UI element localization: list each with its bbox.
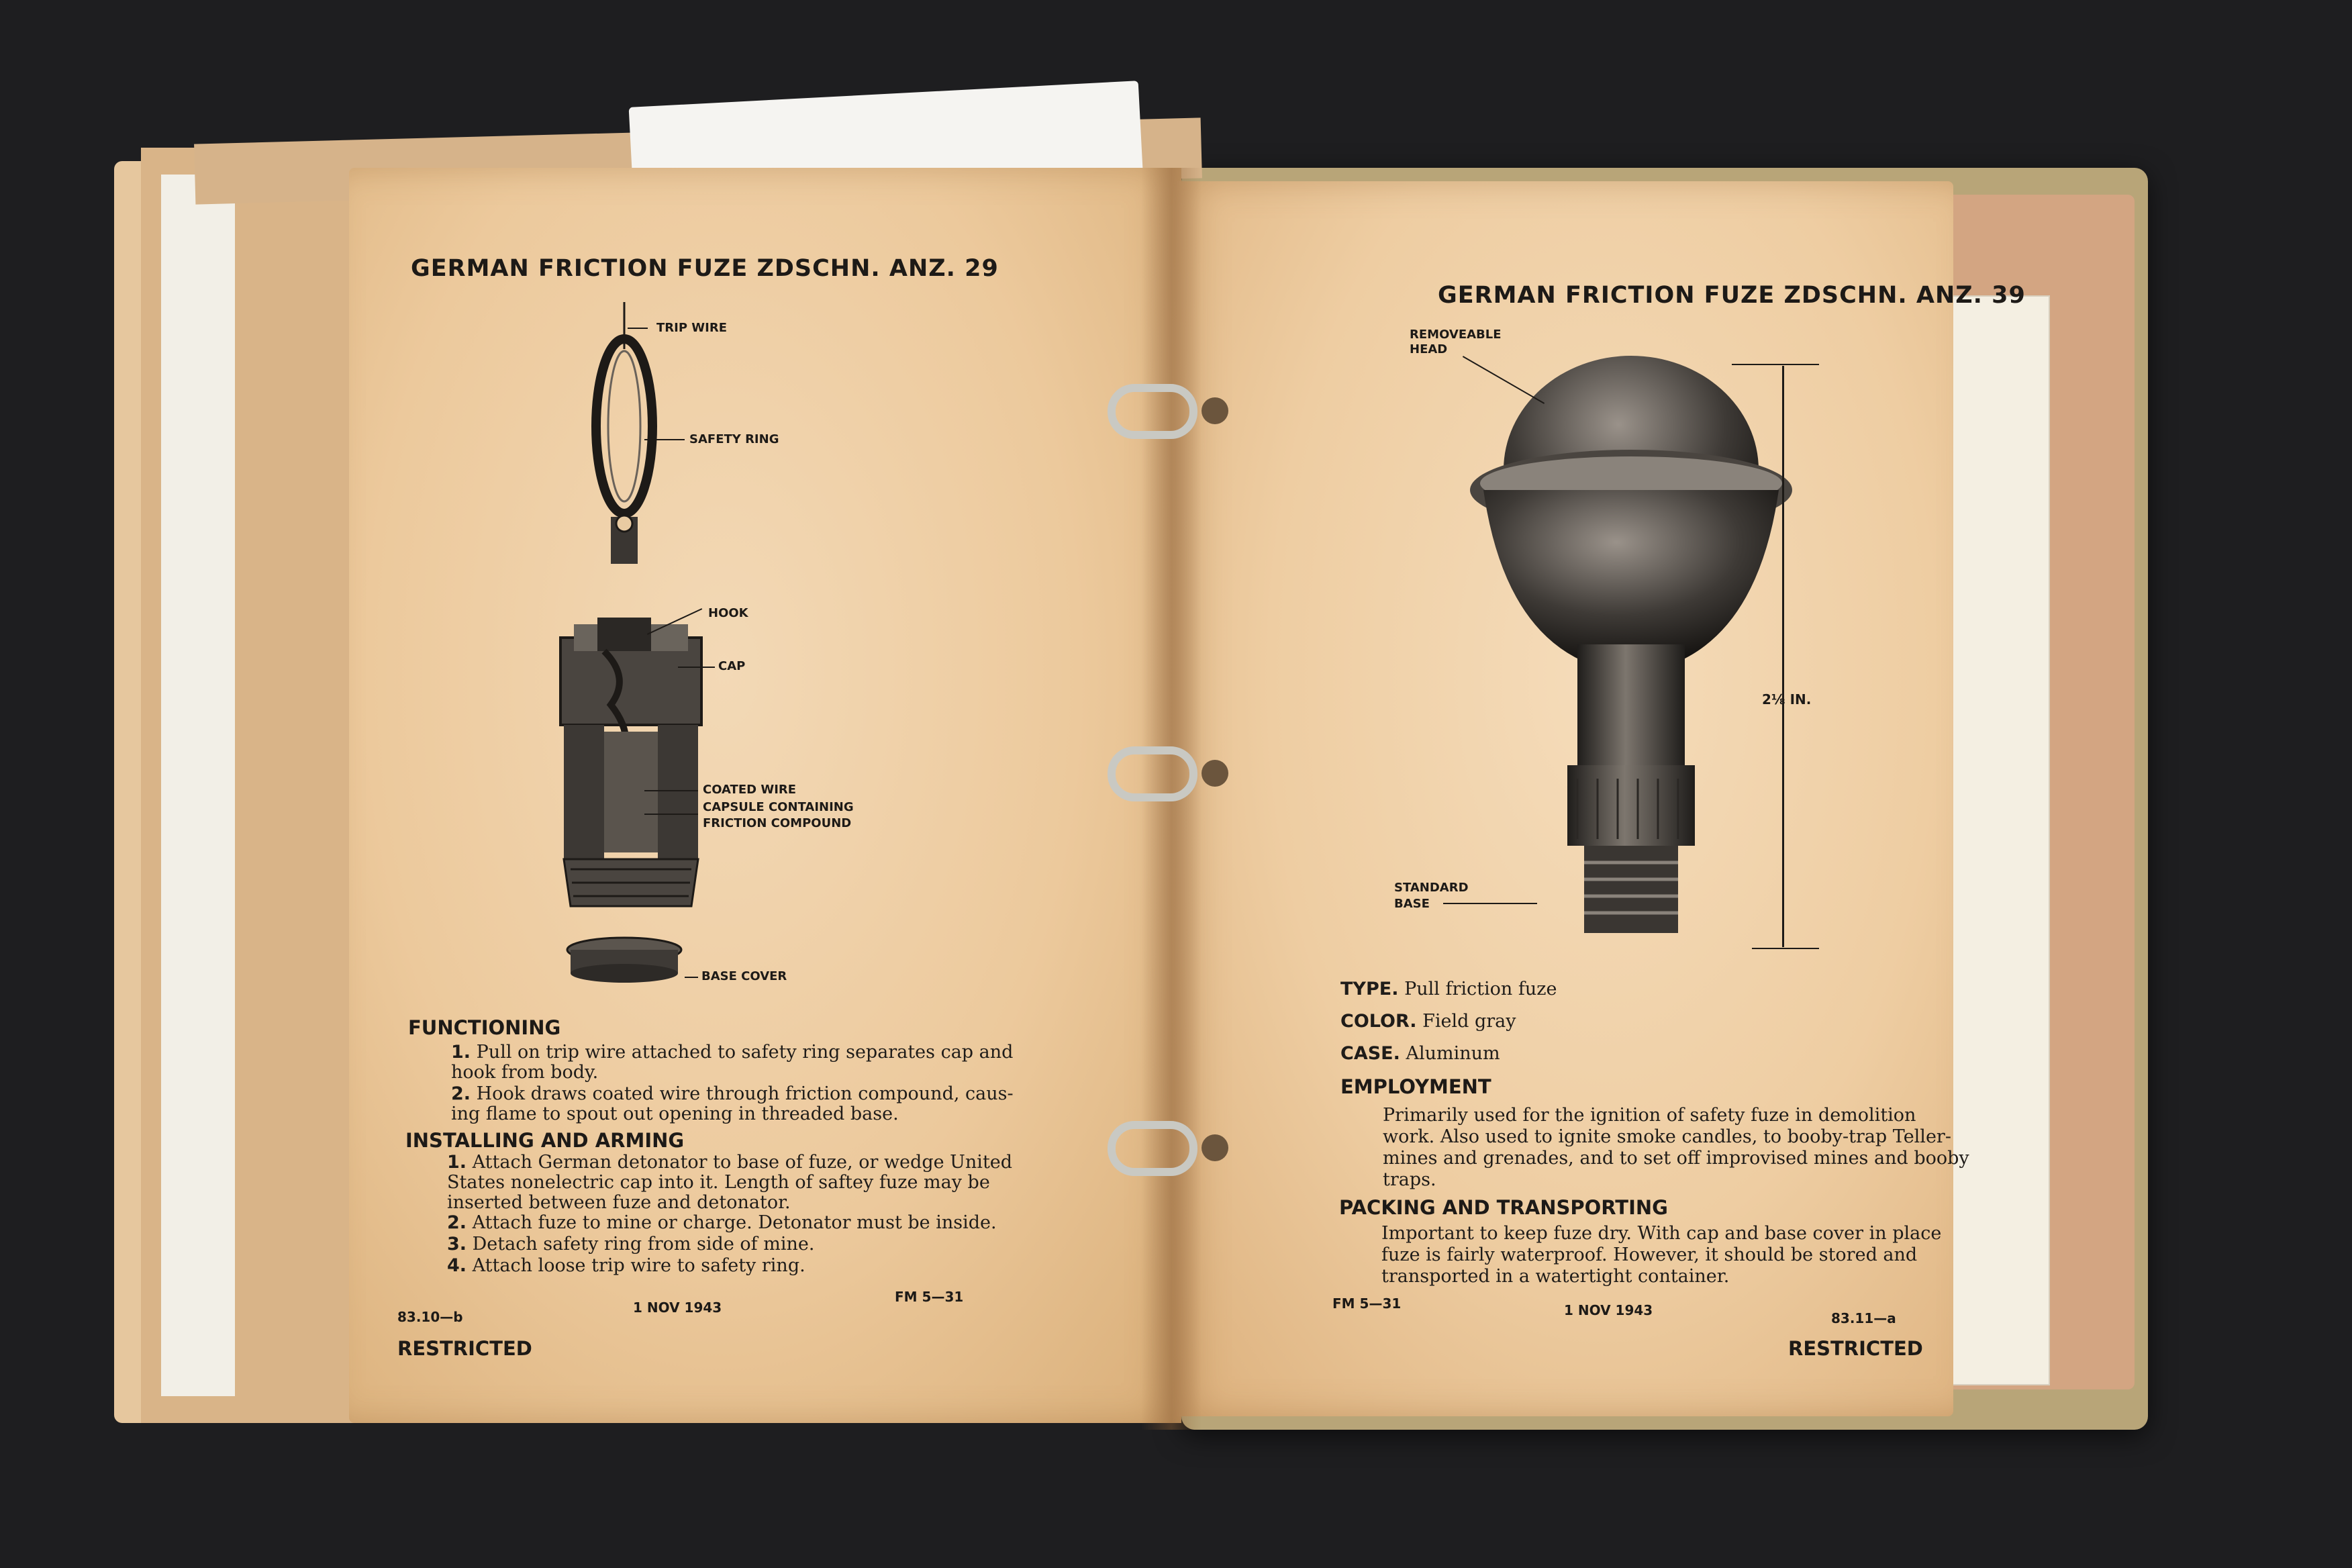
- binder-ring-top: [1108, 384, 1197, 439]
- right-restricted-mark: RESTRICTED: [1788, 1337, 1923, 1360]
- functioning-item: 1. Pull on trip wire attached to safety ring separates cap and: [451, 1042, 1014, 1063]
- packing-line: Important to keep fuze dry. With cap and base cover in place: [1381, 1223, 1942, 1244]
- label-safety-ring: SAFETY RING: [689, 432, 779, 446]
- packing-line: fuze is fairly waterproof. However, it should be stored and: [1381, 1244, 1918, 1265]
- functioning-item: 2. Hook draws coated wire through friction compound, caus-: [451, 1083, 1014, 1104]
- ring-hole: [1202, 1134, 1228, 1161]
- left-page-title: GERMAN FRICTION FUZE ZDSCHN. ANZ. 29: [411, 255, 999, 282]
- label-capsule-2: FRICTION COMPOUND: [703, 816, 852, 830]
- functioning-heading: FUNCTIONING: [408, 1016, 561, 1039]
- packing-heading: PACKING AND TRANSPORTING: [1339, 1196, 1668, 1219]
- leader-trip-wire: [628, 328, 648, 329]
- installing-item-cont: inserted between fuze and detonator.: [447, 1192, 791, 1213]
- functioning-item-cont: ing flame to spout out opening in threaded base.: [451, 1104, 899, 1124]
- spec-color: COLOR. Field gray: [1340, 1011, 1516, 1032]
- installing-item: 2. Attach fuze to mine or charge. Detonator must be inside.: [447, 1212, 997, 1233]
- label-standard-base-2: BASE: [1394, 897, 1430, 911]
- label-removeable-head-1: REMOVEABLE: [1410, 328, 1502, 342]
- right-page-title: GERMAN FRICTION FUZE ZDSCHN. ANZ. 39: [1438, 282, 2026, 309]
- dimension-bottom-tick: [1752, 948, 1819, 949]
- friction-fuze-39-illustration: [1443, 349, 1819, 967]
- label-hook: HOOK: [708, 606, 748, 620]
- binder-ring-bottom: [1108, 1121, 1197, 1176]
- friction-fuze-29-illustration: [524, 302, 738, 1000]
- folded-document-strip: [1947, 295, 2050, 1385]
- employment-line: mines and grenades, and to set off improvised mines and booby: [1383, 1148, 1969, 1169]
- spec-case: CASE. Aluminum: [1340, 1043, 1500, 1064]
- ring-hole: [1202, 397, 1228, 424]
- leader-coated-wire: [644, 790, 698, 791]
- functioning-item-cont: hook from body.: [451, 1062, 599, 1083]
- leader-safety-ring: [644, 439, 685, 440]
- leader-standard-base: [1443, 903, 1537, 904]
- leader-cap: [678, 667, 715, 668]
- right-page-date: 1 NOV 1943: [1564, 1302, 1653, 1318]
- right-page-manual: FM 5—31: [1332, 1295, 1402, 1312]
- left-page-number: 83.10—b: [397, 1309, 463, 1325]
- label-coated-wire: COATED WIRE: [703, 783, 797, 797]
- label-standard-base-1: STANDARD: [1394, 881, 1469, 895]
- left-page-manual: FM 5—31: [895, 1289, 964, 1305]
- employment-heading: EMPLOYMENT: [1340, 1075, 1491, 1098]
- employment-line: traps.: [1383, 1169, 1436, 1190]
- dimension-top-tick: [1732, 364, 1819, 365]
- label-cap: CAP: [718, 659, 746, 673]
- label-trip-wire: TRIP WIRE: [656, 321, 728, 335]
- label-removeable-head-2: HEAD: [1410, 342, 1448, 356]
- leader-capsule: [644, 814, 698, 815]
- installing-item: 4. Attach loose trip wire to safety ring.: [447, 1255, 805, 1276]
- installing-item: 3. Detach safety ring from side of mine.: [447, 1234, 815, 1255]
- binder-ring-middle: [1108, 746, 1197, 801]
- spec-type: TYPE. Pull friction fuze: [1340, 979, 1557, 999]
- ring-hole: [1202, 760, 1228, 787]
- left-restricted-mark: RESTRICTED: [397, 1337, 532, 1360]
- leader-base-cover: [685, 977, 698, 978]
- right-page-number: 83.11—a: [1831, 1310, 1896, 1326]
- label-base-cover: BASE COVER: [701, 969, 787, 983]
- installing-item: 1. Attach German detonator to base of fuze, or wedge United: [447, 1152, 1013, 1173]
- employment-line: work. Also used to ignite smoke candles, to booby-trap Teller-: [1383, 1126, 1951, 1147]
- packing-line: transported in a watertight container.: [1381, 1266, 1730, 1287]
- installing-heading: INSTALLING AND ARMING: [405, 1129, 685, 1152]
- label-capsule-1: CAPSULE CONTAINING: [703, 800, 854, 814]
- dimension-line: [1782, 366, 1784, 947]
- label-dimension: 2⅛ IN.: [1762, 691, 1812, 707]
- white-loose-sheet: [161, 175, 235, 1396]
- employment-line: Primarily used for the ignition of safety fuze in demolition: [1383, 1105, 1916, 1126]
- installing-item-cont: States nonelectric cap into it. Length of saftey fuze may be: [447, 1172, 990, 1193]
- left-page-date: 1 NOV 1943: [633, 1300, 722, 1316]
